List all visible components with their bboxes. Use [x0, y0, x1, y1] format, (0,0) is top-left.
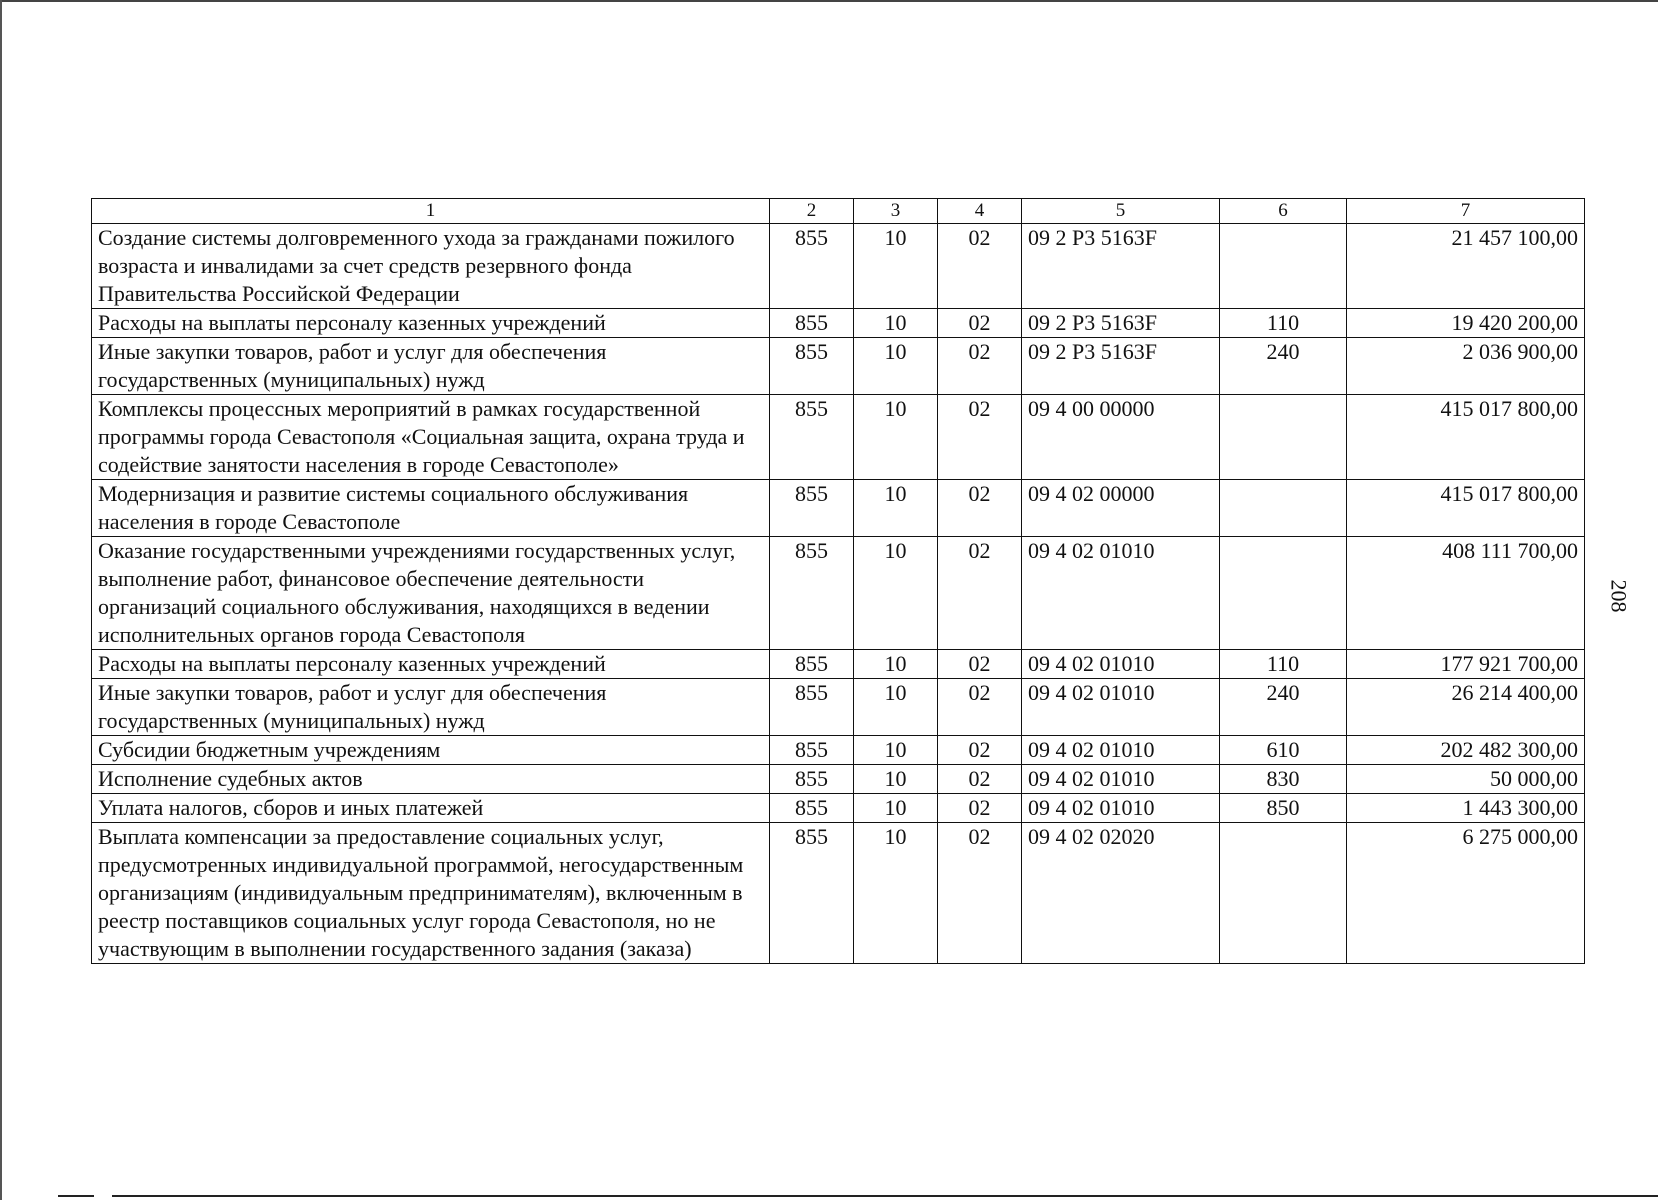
target-article-cell: 09 4 02 01010 [1022, 794, 1220, 823]
row-name-cell: Субсидии бюджетным учреждениям [92, 736, 770, 765]
grbs-code-cell: 855 [770, 765, 854, 794]
subsection-cell: 02 [938, 480, 1022, 537]
amount-cell: 177 921 700,00 [1347, 650, 1585, 679]
grbs-code-cell: 855 [770, 537, 854, 650]
subsection-cell: 02 [938, 338, 1022, 395]
grbs-code-cell: 855 [770, 224, 854, 309]
table-row [92, 537, 1585, 650]
expense-type-cell: 610 [1220, 736, 1347, 765]
section-cell: 10 [854, 823, 938, 964]
row-name-cell: Иные закупки товаров, работ и услуг для обеспечения государственных (муниципальных) нужд [92, 679, 770, 736]
subsection-cell: 02 [938, 823, 1022, 964]
header-col-3: 3 [854, 199, 938, 224]
grbs-code-cell: 855 [770, 679, 854, 736]
amount-cell: 21 457 100,00 [1347, 224, 1585, 309]
subsection-cell: 02 [938, 537, 1022, 650]
amount-cell: 19 420 200,00 [1347, 309, 1585, 338]
section-cell: 10 [854, 736, 938, 765]
subsection-cell: 02 [938, 679, 1022, 736]
amount-cell: 6 275 000,00 [1347, 823, 1585, 964]
target-article-cell: 09 2 Р3 5163F [1022, 309, 1220, 338]
grbs-code-cell: 855 [770, 338, 854, 395]
section-cell: 10 [854, 765, 938, 794]
subsection-cell: 02 [938, 224, 1022, 309]
grbs-code-cell: 855 [770, 823, 854, 964]
section-cell: 10 [854, 650, 938, 679]
table-row [92, 765, 1585, 794]
target-article-cell: 09 2 Р3 5163F [1022, 224, 1220, 309]
target-article-cell: 09 2 Р3 5163F [1022, 338, 1220, 395]
grbs-code-cell: 855 [770, 480, 854, 537]
target-article-cell: 09 4 02 01010 [1022, 765, 1220, 794]
table-row [92, 794, 1585, 823]
expense-type-cell [1220, 480, 1347, 537]
grbs-code-cell: 855 [770, 736, 854, 765]
amount-cell: 2 036 900,00 [1347, 338, 1585, 395]
target-article-cell: 09 4 00 00000 [1022, 395, 1220, 480]
target-article-cell: 09 4 02 01010 [1022, 679, 1220, 736]
table-row [92, 395, 1585, 480]
expense-type-cell [1220, 823, 1347, 964]
table-row [92, 224, 1585, 309]
amount-cell: 26 214 400,00 [1347, 679, 1585, 736]
row-name-cell: Исполнение судебных актов [92, 765, 770, 794]
page-number: 208 [1606, 579, 1632, 613]
subsection-cell: 02 [938, 395, 1022, 480]
section-cell: 10 [854, 395, 938, 480]
grbs-code-cell: 855 [770, 309, 854, 338]
grbs-code-cell: 855 [770, 395, 854, 480]
table-row [92, 309, 1585, 338]
row-name-cell: Иные закупки товаров, работ и услуг для обеспечения государственных (муниципальных) нужд [92, 338, 770, 395]
budget-table [91, 198, 1585, 964]
subsection-cell: 02 [938, 736, 1022, 765]
header-row [92, 199, 1585, 224]
table-row [92, 679, 1585, 736]
target-article-cell: 09 4 02 01010 [1022, 736, 1220, 765]
table-row [92, 823, 1585, 964]
expense-type-cell [1220, 537, 1347, 650]
expense-type-cell: 240 [1220, 679, 1347, 736]
target-article-cell: 09 4 02 02020 [1022, 823, 1220, 964]
row-name-cell: Выплата компенсации за предоставление социальных услуг, предусмотренных индивидуальной программой, негосударственным организациям (индивидуальным предпринимателям), включенным в реестр поставщиков социальных услуг города Севастополя, но не участвующим в выполнении государственного задания (заказа) [92, 823, 770, 964]
row-name-cell: Модернизация и развитие системы социального обслуживания населения в городе Севастополе [92, 480, 770, 537]
scan-left-edge [0, 0, 2, 1200]
bottom-rule [112, 1195, 1658, 1197]
table-row [92, 480, 1585, 537]
scan-top-edge [0, 0, 1658, 2]
section-cell: 10 [854, 679, 938, 736]
section-cell: 10 [854, 480, 938, 537]
row-name-cell: Оказание государственными учреждениями государственных услуг, выполнение работ, финансовое обеспечение деятельности организаций социального обслуживания, находящихся в ведении исполнительных органов города Севастополя [92, 537, 770, 650]
table-row [92, 338, 1585, 395]
table-header [92, 199, 1585, 224]
amount-cell: 1 443 300,00 [1347, 794, 1585, 823]
header-col-1: 1 [92, 199, 770, 224]
amount-cell: 202 482 300,00 [1347, 736, 1585, 765]
header-col-7: 7 [1347, 199, 1585, 224]
header-col-5: 5 [1022, 199, 1220, 224]
row-name-cell: Комплексы процессных мероприятий в рамках государственной программы города Севастополя «Социальная защита, охрана труда и содействие занятости населения в городе Севастополе» [92, 395, 770, 480]
expense-type-cell: 110 [1220, 309, 1347, 338]
row-name-cell: Создание системы долговременного ухода за гражданами пожилого возраста и инвалидами за счет средств резервного фонда Правительства Российской Федерации [92, 224, 770, 309]
subsection-cell: 02 [938, 765, 1022, 794]
expense-type-cell: 850 [1220, 794, 1347, 823]
section-cell: 10 [854, 309, 938, 338]
expense-type-cell [1220, 224, 1347, 309]
section-cell: 10 [854, 338, 938, 395]
section-cell: 10 [854, 794, 938, 823]
row-name-cell: Расходы на выплаты персоналу казенных учреждений [92, 650, 770, 679]
target-article-cell: 09 4 02 01010 [1022, 650, 1220, 679]
target-article-cell: 09 4 02 00000 [1022, 480, 1220, 537]
table-row [92, 736, 1585, 765]
subsection-cell: 02 [938, 309, 1022, 338]
grbs-code-cell: 855 [770, 650, 854, 679]
grbs-code-cell: 855 [770, 794, 854, 823]
row-name-cell: Уплата налогов, сборов и иных платежей [92, 794, 770, 823]
bottom-rule-short [58, 1195, 94, 1197]
expense-type-cell: 110 [1220, 650, 1347, 679]
amount-cell: 408 111 700,00 [1347, 537, 1585, 650]
header-col-6: 6 [1220, 199, 1347, 224]
subsection-cell: 02 [938, 650, 1022, 679]
expense-type-cell [1220, 395, 1347, 480]
amount-cell: 50 000,00 [1347, 765, 1585, 794]
row-name-cell: Расходы на выплаты персоналу казенных учреждений [92, 309, 770, 338]
subsection-cell: 02 [938, 794, 1022, 823]
section-cell: 10 [854, 537, 938, 650]
expense-type-cell: 830 [1220, 765, 1347, 794]
expense-type-cell: 240 [1220, 338, 1347, 395]
amount-cell: 415 017 800,00 [1347, 395, 1585, 480]
header-col-2: 2 [770, 199, 854, 224]
table-row [92, 650, 1585, 679]
amount-cell: 415 017 800,00 [1347, 480, 1585, 537]
table-body [92, 224, 1585, 964]
header-col-4: 4 [938, 199, 1022, 224]
target-article-cell: 09 4 02 01010 [1022, 537, 1220, 650]
section-cell: 10 [854, 224, 938, 309]
